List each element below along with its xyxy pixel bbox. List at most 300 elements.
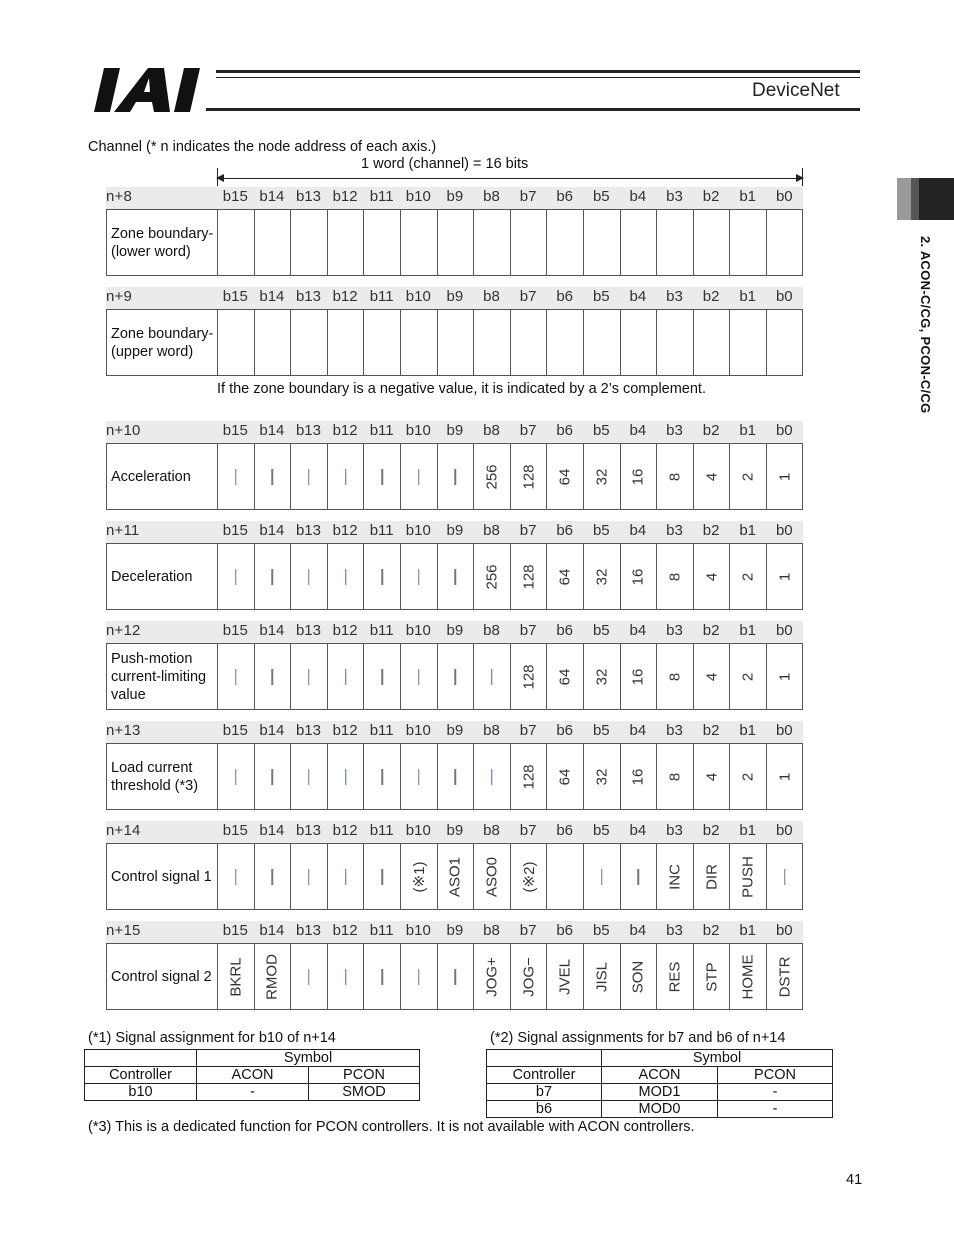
side-chapter-label: 2. ACON-C/CG, PCON-C/CG xyxy=(918,236,933,414)
bit-cell-value: 4 xyxy=(703,572,721,581)
side-tab-marker xyxy=(897,178,911,220)
bit-cell xyxy=(510,744,547,809)
bit-cell-value: INC xyxy=(666,863,684,890)
register-bit-row xyxy=(106,743,803,810)
unused-bit-mark xyxy=(345,769,347,785)
bit-cell xyxy=(729,744,766,809)
unused-bit-mark xyxy=(491,769,493,785)
unused-bit-mark xyxy=(638,869,640,885)
bit-label: b10 xyxy=(405,922,431,939)
bit-cell-value: RES xyxy=(666,961,684,992)
bit-cell-value: 16 xyxy=(629,768,647,785)
bit-label: b11 xyxy=(369,722,394,739)
bit-label: b3 xyxy=(666,422,683,439)
register-label: Load current threshold (*3) xyxy=(111,759,199,794)
bit-label: b0 xyxy=(775,822,793,839)
bit-cell-value: 32 xyxy=(593,668,611,685)
bit-label: b8 xyxy=(483,622,500,639)
bit-label: b4 xyxy=(629,922,647,939)
bit-cell xyxy=(400,210,437,275)
bit-cell xyxy=(400,310,437,375)
bit-cell xyxy=(254,944,291,1009)
register-header xyxy=(106,621,803,643)
bit-cell xyxy=(729,444,766,509)
unused-bit-mark xyxy=(272,669,274,685)
register-label: Zone boundary- (upper word) xyxy=(111,325,214,360)
bit-cell xyxy=(620,744,657,809)
bit-cell xyxy=(217,310,254,375)
bit-cell xyxy=(620,644,657,709)
bit-cell xyxy=(693,544,730,609)
bit-cell-value: 2 xyxy=(739,672,757,681)
unused-bit-mark xyxy=(418,669,420,685)
bit-cell xyxy=(327,844,364,909)
register-block xyxy=(106,721,803,810)
bit-label: b3 xyxy=(666,188,683,205)
bit-label: b12 xyxy=(332,288,358,305)
register-bit-row xyxy=(106,643,803,710)
bit-cell-value: 4 xyxy=(703,672,721,681)
bit-cell xyxy=(290,944,327,1009)
fn1-col-controller: Controller xyxy=(85,1067,197,1084)
bit-label: b0 xyxy=(775,522,793,539)
bit-label: b8 xyxy=(483,288,500,305)
bit-cell xyxy=(254,744,291,809)
bit-cell-value: 128 xyxy=(520,463,538,490)
bit-label: b10 xyxy=(405,722,431,739)
bit-cell-value: 1 xyxy=(776,772,794,781)
bit-cell xyxy=(583,444,620,509)
bit-cell xyxy=(546,844,583,909)
bit-label: b2 xyxy=(702,188,720,205)
bit-cell xyxy=(656,844,693,909)
bit-cell xyxy=(254,310,291,375)
register-header xyxy=(106,287,803,309)
bit-cell xyxy=(290,644,327,709)
bit-cell xyxy=(473,310,510,375)
side-tab-marker-dark xyxy=(919,178,954,220)
bit-cell xyxy=(510,210,547,275)
bit-label: b1 xyxy=(739,622,757,639)
fn2-row-acon: MOD0 xyxy=(602,1101,718,1118)
register-bit-row xyxy=(106,943,803,1010)
bit-cell xyxy=(290,310,327,375)
bit-label: b0 xyxy=(775,722,793,739)
bit-cell-value: JVEL xyxy=(556,958,574,995)
bit-label: b11 xyxy=(369,622,394,639)
header-rule-top xyxy=(216,70,860,73)
bit-cell-value: (※1) xyxy=(410,861,428,892)
bit-cell xyxy=(437,544,474,609)
bit-cell xyxy=(583,310,620,375)
bit-label: b12 xyxy=(332,622,358,639)
bit-cell xyxy=(510,444,547,509)
unused-bit-mark xyxy=(418,769,420,785)
bit-label: b2 xyxy=(702,922,720,939)
unused-bit-mark xyxy=(418,569,420,585)
bit-cell xyxy=(363,844,400,909)
bit-label: b9 xyxy=(446,922,464,939)
bit-label: b15 xyxy=(222,922,248,939)
bit-cell xyxy=(217,210,254,275)
bit-label: b13 xyxy=(295,288,321,305)
bit-cell xyxy=(583,744,620,809)
bit-label: b7 xyxy=(519,522,537,539)
bit-cell xyxy=(437,744,474,809)
bit-label: b0 xyxy=(775,288,793,305)
unused-bit-mark xyxy=(491,669,493,685)
bit-cell-value: SON xyxy=(629,960,647,993)
bit-cell xyxy=(437,444,474,509)
bit-cell-value: (※2) xyxy=(520,861,538,892)
fn2-row-acon: MOD1 xyxy=(602,1084,718,1101)
unused-bit-mark xyxy=(784,869,786,885)
bit-label: b15 xyxy=(222,288,248,305)
bit-label: b1 xyxy=(739,288,757,305)
bit-cell xyxy=(400,544,437,609)
register-label: Push-motion current-limiting value xyxy=(111,650,207,703)
bit-cell xyxy=(729,844,766,909)
register-label: Control signal 2 xyxy=(111,968,212,985)
unused-bit-mark xyxy=(381,969,383,985)
fn2-col-pcon: PCON xyxy=(718,1067,833,1084)
bit-label: b0 xyxy=(775,422,793,439)
bit-label: b8 xyxy=(483,722,500,739)
register-block xyxy=(106,621,803,710)
bit-label: b5 xyxy=(592,822,610,839)
bit-label: b14 xyxy=(259,922,285,939)
fn1-empty-cell xyxy=(85,1050,197,1067)
bit-label: b6 xyxy=(556,722,574,739)
fn2-symbol-header: Symbol xyxy=(602,1050,833,1067)
bit-cell xyxy=(620,544,657,609)
bit-cell xyxy=(254,644,291,709)
bit-cell xyxy=(437,644,474,709)
bit-label: b9 xyxy=(446,522,464,539)
bit-cell-value: 8 xyxy=(666,772,684,781)
bit-label: b1 xyxy=(739,188,757,205)
unused-bit-mark xyxy=(345,669,347,685)
bit-label: b12 xyxy=(332,722,358,739)
bit-cell xyxy=(693,310,730,375)
bit-cell xyxy=(217,444,254,509)
bit-label: b3 xyxy=(666,822,683,839)
unused-bit-mark xyxy=(308,669,310,685)
bit-cell xyxy=(290,744,327,809)
bit-label: b1 xyxy=(739,722,757,739)
bit-cell xyxy=(290,544,327,609)
bit-label: b11 xyxy=(369,422,394,439)
unused-bit-mark xyxy=(381,869,383,885)
bit-cell xyxy=(217,744,254,809)
register-name: n+9 xyxy=(106,288,133,305)
bit-cell-value: 64 xyxy=(556,768,574,785)
unused-bit-mark xyxy=(235,769,237,785)
bit-cell-value: RMOD xyxy=(263,953,281,1000)
unused-bit-mark xyxy=(308,569,310,585)
bit-cell xyxy=(327,444,364,509)
bit-cell-value: 2 xyxy=(739,472,757,481)
bit-label: b1 xyxy=(739,822,757,839)
bit-cell xyxy=(656,444,693,509)
unused-bit-mark xyxy=(272,469,274,485)
bit-cell-value: 64 xyxy=(556,468,574,485)
bit-cell xyxy=(290,210,327,275)
unused-bit-mark xyxy=(345,469,347,485)
bit-cell xyxy=(546,210,583,275)
bit-cell xyxy=(254,844,291,909)
bit-label: b9 xyxy=(446,822,464,839)
bit-cell xyxy=(729,310,766,375)
bit-label: b5 xyxy=(592,622,610,639)
bit-cell xyxy=(327,210,364,275)
register-label: Control signal 1 xyxy=(111,868,212,885)
bit-cell xyxy=(363,744,400,809)
bit-label: b5 xyxy=(592,188,610,205)
bit-cell-value: STP xyxy=(703,961,721,992)
bit-label: b4 xyxy=(629,288,647,305)
bit-cell-value: 16 xyxy=(629,668,647,685)
bit-label: b13 xyxy=(295,622,321,639)
bit-cell-value: ASO1 xyxy=(446,856,464,897)
footnote2-title: (*2) Signal assignments for b7 and b6 of n+14 xyxy=(490,1030,786,1046)
bit-cell xyxy=(656,644,693,709)
register-bit-row xyxy=(106,209,803,276)
bit-label: b0 xyxy=(775,622,793,639)
bit-label: b3 xyxy=(666,288,683,305)
register-header xyxy=(106,521,803,543)
unused-bit-mark xyxy=(345,869,347,885)
bit-cell-value: 64 xyxy=(556,568,574,585)
bit-label: b3 xyxy=(666,922,683,939)
bit-label: b14 xyxy=(259,522,285,539)
bit-cell-value: 1 xyxy=(776,572,794,581)
register-header xyxy=(106,921,803,943)
register-name: n+12 xyxy=(106,622,141,639)
register-header xyxy=(106,821,803,843)
bit-label: b15 xyxy=(222,522,248,539)
fn2-row-controller: b6 xyxy=(487,1101,602,1118)
bit-label: b6 xyxy=(556,288,574,305)
page-number: 41 xyxy=(846,1172,863,1188)
bit-label: b6 xyxy=(556,622,574,639)
bit-cell-value: 128 xyxy=(520,763,538,790)
bit-cell-value: 16 xyxy=(629,568,647,585)
fn1-col-acon: ACON xyxy=(197,1067,309,1084)
register-header xyxy=(106,721,803,743)
bit-label: b6 xyxy=(556,422,574,439)
unused-bit-mark xyxy=(455,769,457,785)
arrow-tick-right xyxy=(802,168,803,186)
bit-cell xyxy=(766,310,803,375)
footnote1-table xyxy=(84,1049,420,1101)
bit-label: b14 xyxy=(259,422,285,439)
fn1-col-pcon: PCON xyxy=(309,1067,420,1084)
side-tab-marker-mid xyxy=(911,178,919,220)
bit-cell xyxy=(510,544,547,609)
unused-bit-mark xyxy=(418,469,420,485)
bit-label: b9 xyxy=(446,188,464,205)
bit-cell-value: PUSH xyxy=(739,855,757,898)
iai-logo xyxy=(92,66,210,114)
bit-label: b15 xyxy=(222,422,248,439)
bit-cell-value: 2 xyxy=(739,572,757,581)
bit-cell xyxy=(400,744,437,809)
bit-label: b12 xyxy=(332,822,358,839)
bit-cell xyxy=(217,544,254,609)
bit-cell xyxy=(766,844,803,909)
bit-cell xyxy=(473,744,510,809)
bit-cell-value: 16 xyxy=(629,468,647,485)
bit-cell xyxy=(363,544,400,609)
bit-label: b14 xyxy=(259,822,285,839)
bit-cell xyxy=(766,544,803,609)
header-rule-thin xyxy=(216,77,860,78)
bit-cell xyxy=(327,310,364,375)
bit-cell xyxy=(583,844,620,909)
bit-label: b2 xyxy=(702,288,720,305)
bit-cell-value: 128 xyxy=(520,663,538,690)
bit-label: b11 xyxy=(369,188,394,205)
bit-cell-value: 256 xyxy=(483,463,501,490)
bit-cell xyxy=(656,210,693,275)
bit-cell xyxy=(327,544,364,609)
bit-label: b1 xyxy=(739,422,757,439)
bit-cell xyxy=(693,444,730,509)
register-bit-row xyxy=(106,543,803,610)
bit-cell xyxy=(546,644,583,709)
bit-label: b14 xyxy=(259,722,285,739)
bit-cell xyxy=(290,444,327,509)
bit-label: b8 xyxy=(483,422,500,439)
bit-label: b4 xyxy=(629,422,647,439)
bit-cell xyxy=(363,210,400,275)
register-block xyxy=(106,921,803,1010)
bit-cell-value: BKRL xyxy=(227,956,245,997)
bit-label: b2 xyxy=(702,622,720,639)
negative-value-note: If the zone boundary is a negative value, it is indicated by a 2’s complement. xyxy=(217,381,706,397)
unused-bit-mark xyxy=(272,569,274,585)
bit-cell xyxy=(290,844,327,909)
bit-label: b14 xyxy=(259,188,285,205)
unused-bit-mark xyxy=(418,969,420,985)
fn2-row-pcon: - xyxy=(718,1101,833,1118)
word-span-arrow xyxy=(218,178,802,179)
footnote2-table xyxy=(486,1049,833,1118)
bit-cell-value: ASO0 xyxy=(483,856,501,897)
unused-bit-mark xyxy=(381,669,383,685)
bit-label: b2 xyxy=(702,722,720,739)
bit-cell-value: 64 xyxy=(556,668,574,685)
bit-cell xyxy=(400,644,437,709)
bit-cell xyxy=(656,310,693,375)
register-bit-row xyxy=(106,443,803,510)
bit-label: b10 xyxy=(405,422,431,439)
unused-bit-mark xyxy=(381,569,383,585)
bit-label: b5 xyxy=(592,922,610,939)
bit-cell-value: 8 xyxy=(666,672,684,681)
bit-cell xyxy=(546,310,583,375)
fn2-col-acon: ACON xyxy=(602,1067,718,1084)
bit-label: b12 xyxy=(332,522,358,539)
unused-bit-mark xyxy=(308,869,310,885)
fn1-row-acon: - xyxy=(197,1084,309,1101)
bit-label: b14 xyxy=(259,622,285,639)
bit-cell-value: 1 xyxy=(776,672,794,681)
bit-label: b15 xyxy=(222,822,248,839)
unused-bit-mark xyxy=(308,969,310,985)
bit-label: b4 xyxy=(629,822,647,839)
register-block xyxy=(106,521,803,610)
bit-cell xyxy=(363,944,400,1009)
bit-label: b3 xyxy=(666,622,683,639)
bit-label: b15 xyxy=(222,722,248,739)
bit-cell xyxy=(473,944,510,1009)
register-name: n+8 xyxy=(106,188,133,205)
bit-label: b4 xyxy=(629,188,647,205)
register-bit-row xyxy=(106,309,803,376)
bit-label: b5 xyxy=(592,288,610,305)
bit-label: b8 xyxy=(483,822,500,839)
unused-bit-mark xyxy=(381,769,383,785)
bit-label: b11 xyxy=(369,522,394,539)
unused-bit-mark xyxy=(235,869,237,885)
bit-cell xyxy=(693,210,730,275)
bit-label: b13 xyxy=(295,822,321,839)
register-block xyxy=(106,421,803,510)
bit-label: b1 xyxy=(739,922,757,939)
bit-cell xyxy=(620,310,657,375)
bit-label: b8 xyxy=(483,188,500,205)
register-name: n+14 xyxy=(106,822,141,839)
unused-bit-mark xyxy=(455,669,457,685)
bit-label: b8 xyxy=(483,522,500,539)
footnote1-title: (*1) Signal assignment for b10 of n+14 xyxy=(88,1030,336,1046)
bit-cell xyxy=(437,944,474,1009)
bit-cell xyxy=(729,944,766,1009)
bit-label: b1 xyxy=(739,522,757,539)
bit-label: b6 xyxy=(556,188,574,205)
table-row xyxy=(85,1084,420,1101)
bit-cell xyxy=(693,844,730,909)
register-header xyxy=(106,187,803,209)
bit-cell xyxy=(766,744,803,809)
unused-bit-mark xyxy=(235,569,237,585)
bit-cell-value: 32 xyxy=(593,568,611,585)
header-title: DeviceNet xyxy=(752,80,840,101)
bit-cell xyxy=(327,744,364,809)
bit-label: b3 xyxy=(666,522,683,539)
bit-label: b3 xyxy=(666,722,683,739)
bit-cell-value: DSTR xyxy=(776,956,794,997)
bit-cell-value: JOG− xyxy=(520,956,538,997)
bit-cell xyxy=(729,210,766,275)
bit-label: b2 xyxy=(702,822,720,839)
arrow-tick-left xyxy=(217,168,218,186)
bit-cell xyxy=(254,210,291,275)
bit-cell xyxy=(400,944,437,1009)
bit-label: b11 xyxy=(369,822,394,839)
bit-cell xyxy=(546,544,583,609)
unused-bit-mark xyxy=(235,669,237,685)
bit-cell-value: 32 xyxy=(593,468,611,485)
fn2-col-controller: Controller xyxy=(487,1067,602,1084)
bit-cell xyxy=(656,944,693,1009)
bit-label: b10 xyxy=(405,188,431,205)
bit-cell-value: 128 xyxy=(520,563,538,590)
bit-cell xyxy=(766,444,803,509)
register-name: n+13 xyxy=(106,722,141,739)
